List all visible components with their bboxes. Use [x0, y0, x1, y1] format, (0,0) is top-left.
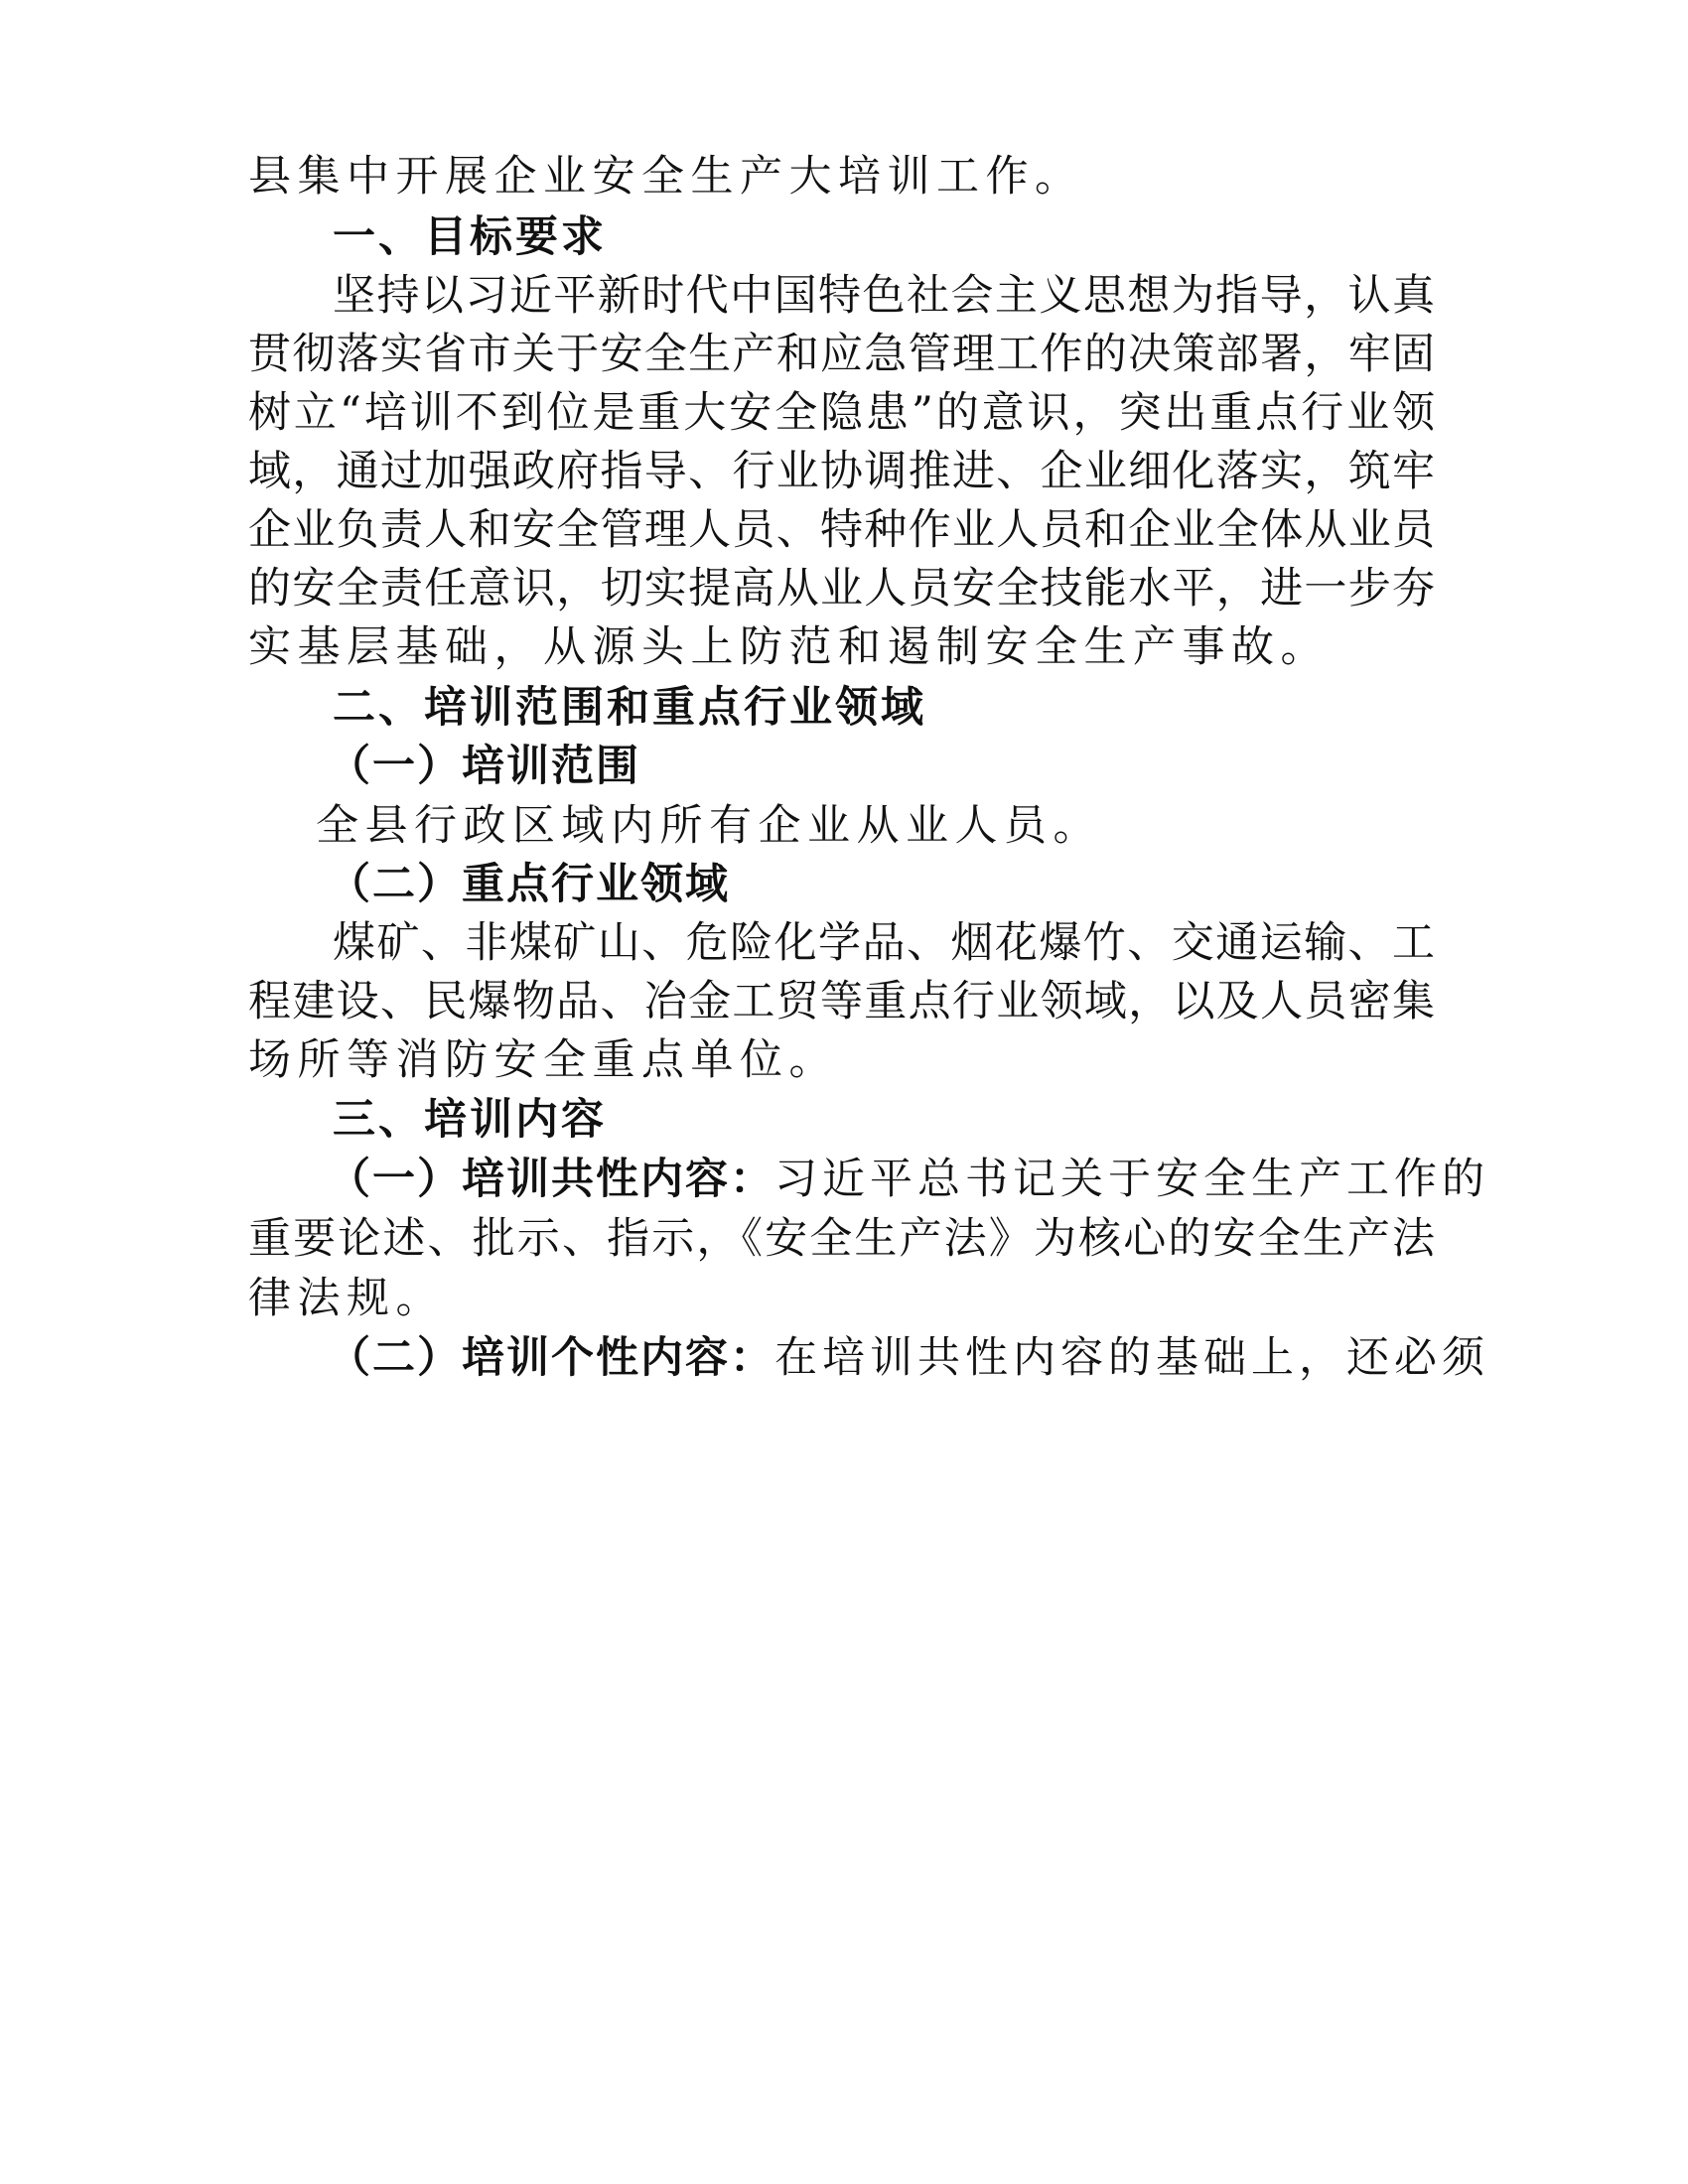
subsection-heading-key-industries: （二）重点行业领域	[328, 860, 730, 909]
common-content-label: （一）培训共性内容：	[328, 1155, 774, 1204]
section-heading-scope: 二、培训范围和重点行业领域	[333, 683, 926, 733]
specific-content-text: 在培训共性内容的基础上，还必须	[774, 1333, 1489, 1383]
section-heading-goals: 一、目标要求	[333, 212, 607, 262]
body-text-line: 重要论述、批示、指示，《安全生产法》为核心的安全生产法	[248, 1214, 1435, 1264]
body-text-line: 场所等消防安全重点单位。	[248, 1035, 838, 1085]
body-text-line: 域，通过加强政府指导、行业协调推进、企业细化落实，筑牢	[248, 447, 1435, 496]
body-text-line: 贯彻落实省市关于安全生产和应急管理工作的决策部署，牢固	[248, 330, 1435, 379]
specific-content-paragraph-first-line	[328, 1330, 1489, 1386]
body-text-line: 企业负责人和安全管理人员、特种作业人员和企业全体从业员	[248, 505, 1435, 555]
common-content-paragraph-first-line	[328, 1152, 1489, 1207]
body-text-line: 程建设、民爆物品、冶金工贸等重点行业领域，以及人员密集	[248, 977, 1435, 1026]
body-text-line: 的安全责任意识，切实提高从业人员安全技能水平，进一步夯	[248, 564, 1435, 614]
body-text-line: 坚持以习近平新时代中国特色社会主义思想为指导，认真	[333, 271, 1435, 321]
body-text-line: 全县行政区域内所有企业从业人员。	[316, 801, 1102, 851]
body-text-line: 树立“培训不到位是重大安全隐患”的意识，突出重点行业领	[248, 388, 1435, 438]
common-content-text: 习近平总书记关于安全生产工作的	[774, 1155, 1489, 1204]
section-heading-content: 三、培训内容	[333, 1095, 607, 1145]
subsection-heading-scope: （一）培训范围	[328, 742, 640, 791]
body-text-line: 县集中开展企业安全生产大培训工作。	[248, 152, 1084, 202]
body-text-line: 律法规。	[248, 1274, 445, 1323]
specific-content-label: （二）培训个性内容：	[328, 1333, 774, 1383]
body-text-line: 煤矿、非煤矿山、危险化学品、烟花爆竹、交通运输、工	[333, 918, 1435, 968]
body-text-line: 实基层基础，从源头上防范和遏制安全生产事故。	[248, 622, 1330, 672]
